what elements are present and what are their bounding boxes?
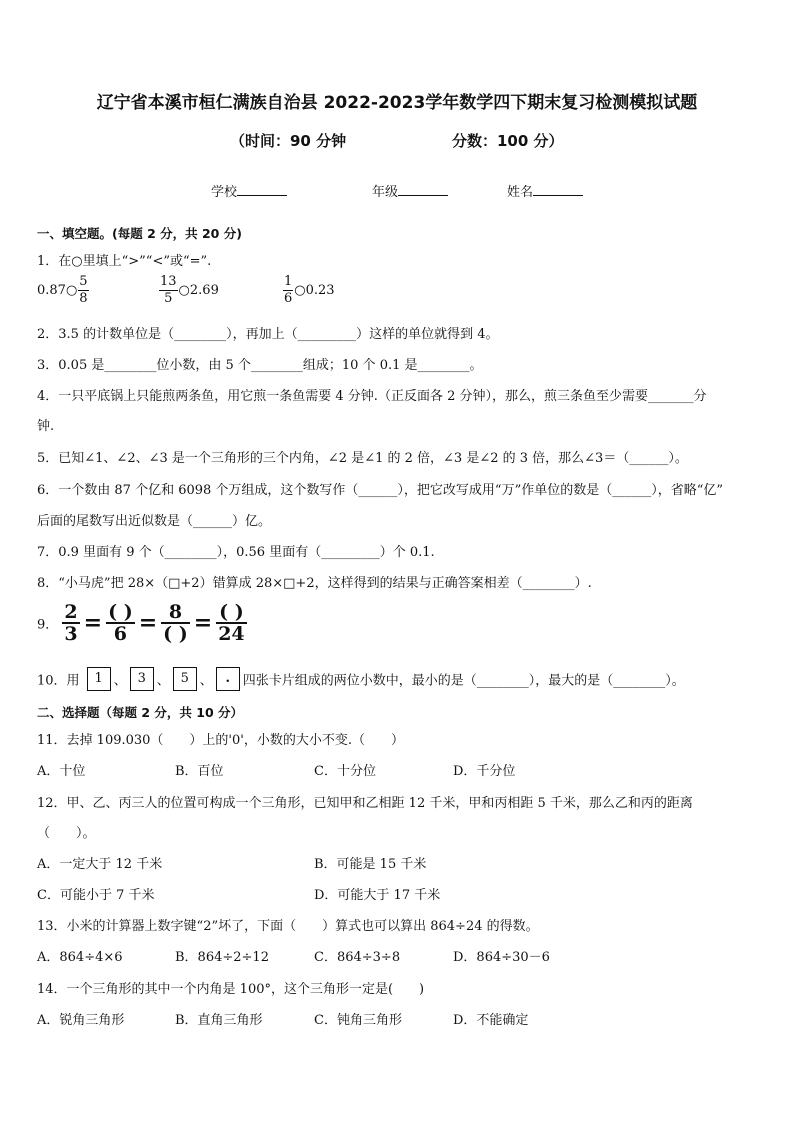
q10-sep-2: 、 bbox=[156, 673, 170, 689]
q13-option-a[interactable]: A．864÷4×6 bbox=[37, 950, 123, 965]
q10-sep-3: 、 bbox=[199, 673, 213, 689]
q9-f4-den: 24 bbox=[218, 623, 245, 645]
q1a-den: 8 bbox=[79, 291, 88, 306]
exam-title: 辽宁省本溪市桓仁满族自治县 2022-2023学年数学四下期末复习检测模拟试题 bbox=[96, 93, 698, 113]
school-field bbox=[211, 181, 287, 200]
q9-f3-den: ( ) bbox=[163, 623, 188, 645]
q6-text-line2: 后面的尾数写出近似数是（______）亿。 bbox=[37, 514, 272, 529]
q9-label: 9． bbox=[37, 617, 59, 633]
q2-text: 2．3.5 的计数单位是（________），再加上（_________）这样的单位就得到 4。 bbox=[37, 327, 499, 342]
q6-text-line1: 6．一个数由 87 个亿和 6098 个万组成，这个数写作（______），把它改写成用“万”作单位的数是（______），省略“亿” bbox=[37, 483, 724, 498]
q13-option-b[interactable]: B．864÷2÷12 bbox=[175, 950, 269, 965]
q14-option-d[interactable]: D．不能确定 bbox=[453, 1013, 529, 1028]
q1b-fraction bbox=[159, 274, 178, 307]
q1c-den: 6 bbox=[284, 291, 293, 306]
q1-compare-a bbox=[37, 274, 90, 307]
q1b-den: 5 bbox=[164, 291, 173, 306]
q4-text-line2: 钟. bbox=[37, 419, 55, 434]
q12-stem-line2: （ ）。 bbox=[37, 826, 96, 841]
q9-f1-den: 3 bbox=[64, 623, 78, 645]
q1c-num: 1 bbox=[284, 274, 293, 289]
q14-option-a[interactable]: A．锐角三角形 bbox=[37, 1013, 125, 1028]
q9-f3-num: 8 bbox=[161, 602, 190, 624]
q11-option-c[interactable]: C．十分位 bbox=[314, 764, 376, 779]
q10-card-1: 1 bbox=[87, 667, 111, 691]
q1a-left: 0.87○ bbox=[37, 283, 78, 298]
q12-option-c[interactable]: C．可能小于 7 千米 bbox=[37, 888, 155, 903]
q9-f4-num: ( ) bbox=[216, 602, 246, 624]
q1-text: 1．在○里填上“>”“<”或“=”. bbox=[37, 254, 212, 269]
q12-option-d[interactable]: D．可能大于 17 千米 bbox=[314, 888, 441, 903]
exam-score: 分数：100 分） bbox=[452, 132, 564, 150]
grade-label: 年级 bbox=[372, 185, 399, 200]
q10-card-5: 5 bbox=[173, 667, 197, 691]
q5-text: 5．已知∠1、∠2、∠3 是一个三角形的三个内角，∠2 是∠1 的 2 倍，∠3 是∠2 的 3 倍，那么∠3＝（______）。 bbox=[37, 451, 688, 466]
q1-compare-b bbox=[158, 274, 219, 307]
q10-suffix: 四张卡片组成的两位小数中，最小的是（________），最大的是（________）。 bbox=[242, 673, 685, 689]
q12-option-a[interactable]: A．一定大于 12 千米 bbox=[37, 857, 163, 872]
name-blank bbox=[533, 183, 583, 196]
grade-field bbox=[372, 181, 448, 200]
q9-f2-den: 6 bbox=[113, 623, 128, 645]
q11-stem: 11．去掉 109.030（ ）上的'0'，小数的大小不变.（ ） bbox=[37, 733, 404, 748]
q4-text-line1: 4．一只平底锅上只能煎两条鱼，用它煎一条鱼需要 4 分钟.（正反面各 2 分钟），那么，煎三条鱼至少需要_______分 bbox=[37, 389, 707, 404]
q9-equals-1: = bbox=[83, 610, 103, 636]
q1-compare-c bbox=[282, 274, 335, 307]
q9-f2-num: ( ) bbox=[108, 601, 133, 623]
q14-option-c[interactable]: C．钝角三角形 bbox=[314, 1013, 402, 1028]
q7-text: 7．0.9 里面有 9 个（________），0.56 里面有（_________）个 0.1. bbox=[37, 545, 435, 560]
q9-f1-num: 2 bbox=[64, 601, 78, 623]
q3-text: 3．0.05 是________位小数，由 5 个________组成；10 个 0.1 是________。 bbox=[37, 358, 483, 373]
q9-fraction-3 bbox=[161, 602, 190, 644]
q13-option-d[interactable]: D．864÷30－6 bbox=[453, 950, 550, 965]
q1a-num: 5 bbox=[79, 274, 88, 289]
exam-time: （时间：90 分钟 bbox=[230, 132, 347, 150]
q14-stem: 14．一个三角形的其中一个内角是 100°，这个三角形一定是( ) bbox=[37, 982, 425, 997]
q1a-fraction bbox=[78, 274, 88, 307]
q10-card-3: 3 bbox=[130, 667, 154, 691]
school-label: 学校 bbox=[211, 185, 238, 200]
q14-option-b[interactable]: B．直角三角形 bbox=[175, 1013, 263, 1028]
q1b-right: ○2.69 bbox=[178, 283, 219, 298]
q1b-num: 13 bbox=[160, 274, 177, 289]
q10-sep-1: 、 bbox=[113, 673, 127, 689]
q13-stem: 13．小米的计算器上数字键“2”坏了，下面（ ）算式也可以算出 864÷24 的得数。 bbox=[37, 919, 539, 934]
q12-stem-line1: 12．甲、乙、丙三人的位置可构成一个三角形，已知甲和乙相距 12 千米，甲和丙相距 5 千米，那么乙和丙的距离 bbox=[37, 796, 693, 811]
q9-equals-2: = bbox=[138, 610, 158, 636]
q13-option-c[interactable]: C．864÷3÷8 bbox=[314, 950, 401, 965]
grade-blank bbox=[398, 183, 448, 196]
q9-fraction-1 bbox=[62, 602, 79, 644]
q10-card-dot: . bbox=[216, 667, 240, 691]
q12-option-b[interactable]: B．可能是 15 千米 bbox=[314, 857, 427, 872]
q11-option-d[interactable]: D．千分位 bbox=[453, 764, 516, 779]
q11-option-b[interactable]: B．百位 bbox=[175, 764, 224, 779]
q9-equals-3: = bbox=[193, 610, 213, 636]
q9-fraction-4 bbox=[216, 602, 246, 644]
school-blank bbox=[237, 183, 287, 196]
q1c-fraction bbox=[283, 274, 293, 307]
q11-option-a[interactable]: A．十位 bbox=[37, 764, 86, 779]
q1c-right: ○0.23 bbox=[294, 283, 335, 298]
section2-heading: 二、选择题（每题 2 分，共 10 分） bbox=[37, 705, 244, 720]
q10-prefix: 10．用 bbox=[37, 673, 80, 689]
section1-heading: 一、填空题。(每题 2 分，共 20 分) bbox=[37, 226, 242, 241]
name-field bbox=[507, 181, 583, 200]
q9-equation bbox=[37, 602, 247, 644]
q9-fraction-2 bbox=[106, 602, 135, 644]
q8-text: 8．“小马虎”把 28×（□+2）错算成 28×□+2，这样得到的结果与正确答案相差（________）. bbox=[37, 576, 592, 591]
name-label: 姓名 bbox=[507, 185, 534, 200]
q10-text bbox=[37, 667, 685, 691]
